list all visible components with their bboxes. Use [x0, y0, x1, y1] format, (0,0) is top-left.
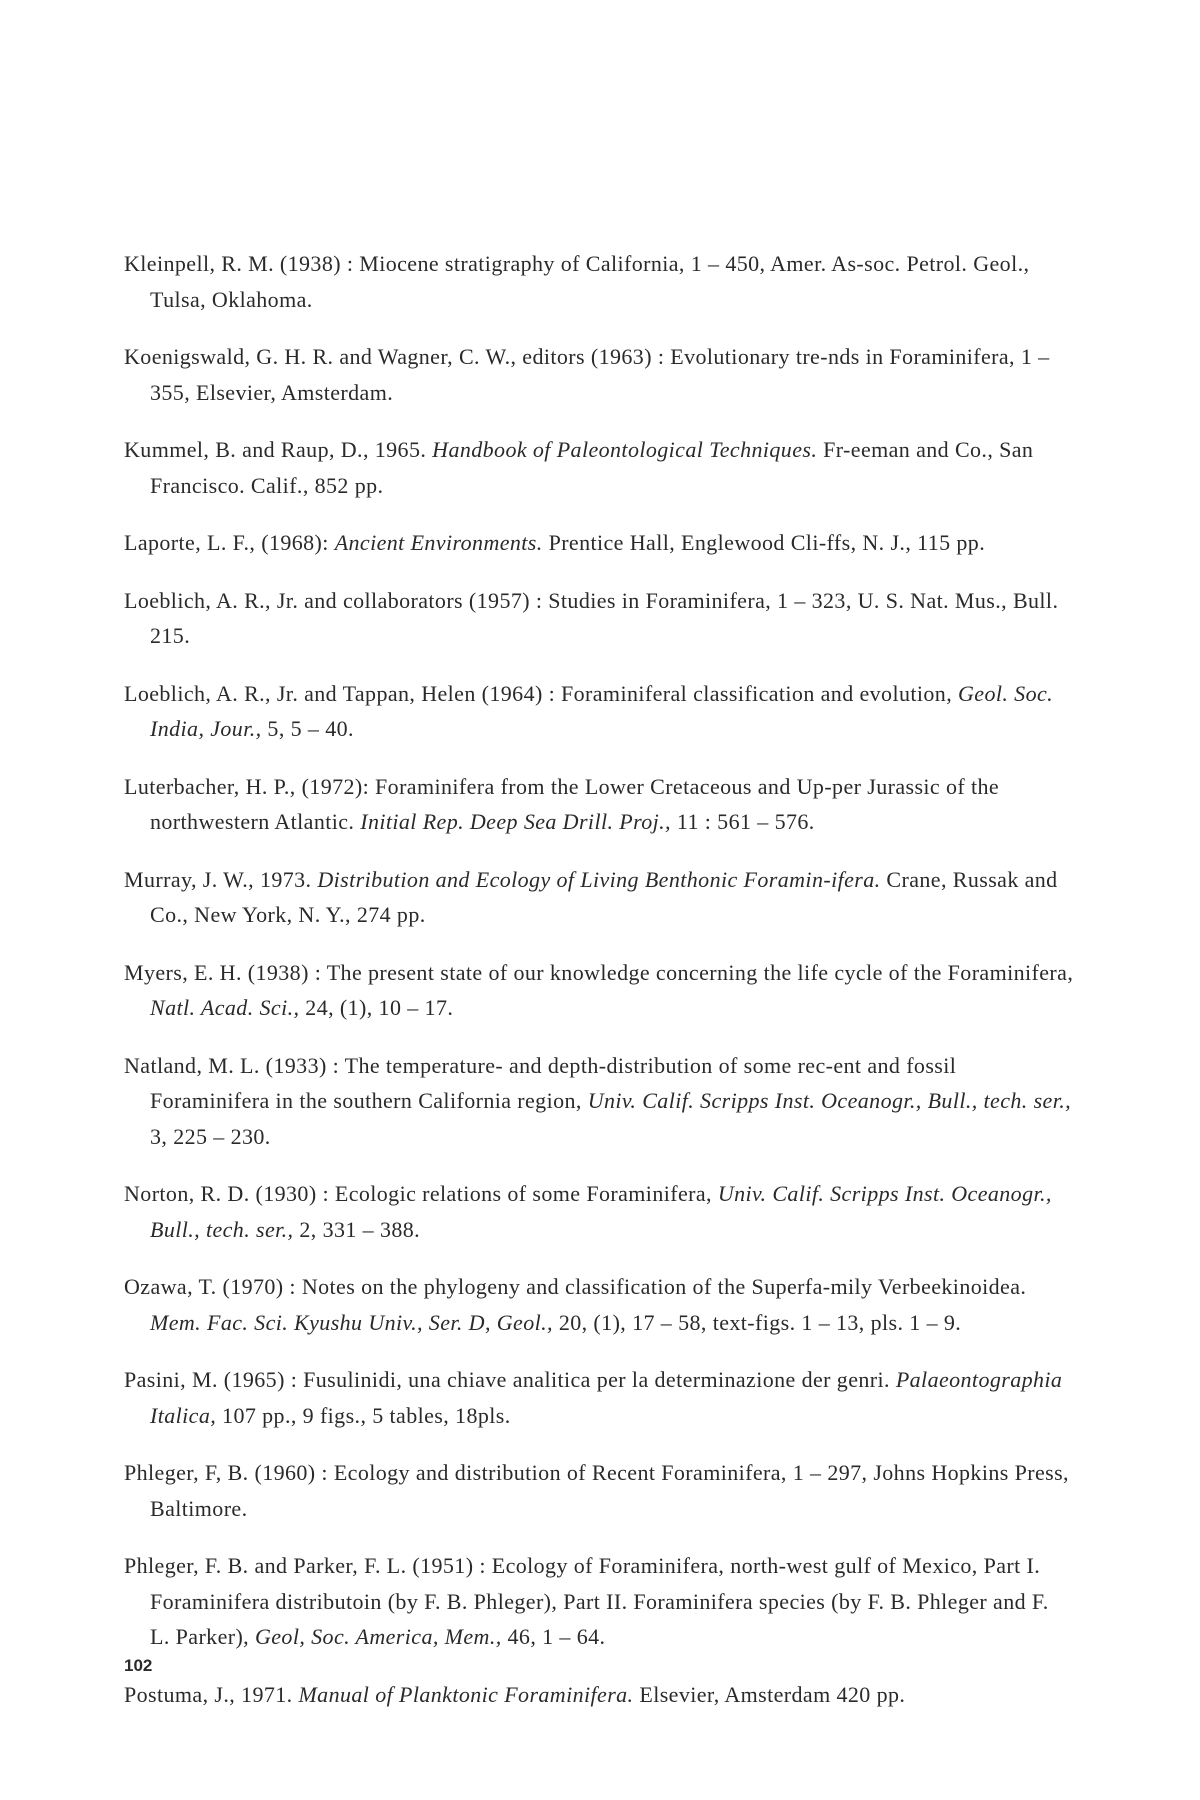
reference-entry: Pasini, M. (1965) : Fusulinidi, una chiave analitica per la determinazione der genri. Palaeontographia Italica, 107 pp., 9 figs., 5 tables, 18pls.	[124, 1367, 1063, 1428]
reference-entry: Natland, M. L. (1933) : The temperature- and depth-distribution of some rec-ent and fossil Foraminifera in the southern California region, Univ. Calif. Scripps Inst. Oceanogr., Bull., tech. ser., 3, 225 – 230.	[124, 1052, 1072, 1149]
page-number: 102	[124, 1656, 153, 1675]
reference-entry: Kleinpell, R. M. (1938) : Miocene stratigraphy of California, 1 – 450, Amer. As-soc. Petrol. Geol., Tulsa, Oklahoma.	[124, 251, 1030, 312]
reference-entry: Phleger, F, B. (1960) : Ecology and distribution of Recent Foraminifera, 1 – 297, Johns Hopkins Press, Baltimore.	[124, 1460, 1069, 1521]
reference-entry: Luterbacher, H. P., (1972): Foraminifera from the Lower Cretaceous and Up-per Jurassic of the northwestern Atlantic. Initial Rep. Deep Sea Drill. Proj., 11 : 561 – 576.	[124, 773, 1000, 834]
reference-entry: Ozawa, T. (1970) : Notes on the phylogeny and classification of the Superfa-mily Verbeekinoidea. Mem. Fac. Sci. Kyushu Univ., Ser. D, Geol., 20, (1), 17 – 58, text-figs. 1 – 13, pls. 1 – 9.	[124, 1274, 1027, 1335]
reference-entry: Myers, E. H. (1938) : The present state of our knowledge concerning the life cycle of the Foraminifera, Natl. Acad. Sci., 24, (1), 10 – 17.	[124, 959, 1074, 1020]
reference-entry: Koenigswald, G. H. R. and Wagner, C. W., editors (1963) : Evolutionary tre-nds in Foraminifera, 1 – 355, Elsevier, Amsterdam.	[124, 344, 1050, 405]
reference-entry: Loeblich, A. R., Jr. and collaborators (1957) : Studies in Foraminifera, 1 – 323, U. S. Nat. Mus., Bull. 215.	[124, 587, 1059, 648]
reference-entry: Murray, J. W., 1973. Distribution and Ecology of Living Benthonic Foramin-ifera. Crane, Russak and Co., New York, N. Y., 274 pp.	[124, 866, 1058, 927]
reference-entry: Laporte, L. F., (1968): Ancient Environments. Prentice Hall, Englewood Cli-ffs, N. J., 115 pp.	[124, 530, 986, 555]
reference-entry: Norton, R. D. (1930) : Ecologic relations of some Foraminifera, Univ. Calif. Scripps Inst. Oceanogr., Bull., tech. ser., 2, 331 – 388.	[124, 1181, 1052, 1242]
reference-entry: Postuma, J., 1971. Manual of Planktonic Foraminifera. Elsevier, Amsterdam 420 pp.	[124, 1681, 906, 1707]
reference-entry: Loeblich, A. R., Jr. and Tappan, Helen (1964) : Foraminiferal classification and evolution, Geol. Soc. India, Jour., 5, 5 – 40.	[124, 680, 1054, 741]
reference-entry: Kummel, B. and Raup, D., 1965. Handbook of Paleontological Techniques. Fr-eeman and Co., San Francisco. Calif., 852 pp.	[124, 437, 1034, 498]
reference-list	[124, 224, 1074, 1734]
reference-entry: Phleger, F. B. and Parker, F. L. (1951) : Ecology of Foraminifera, north-west gulf of Mexico, Part I. Foraminifera distributoin (by F. B. Phleger), Part II. Foraminifera species (by F. B. Phleger and F. L. Parker), Geol, Soc. America, Mem., 46, 1 – 64.	[124, 1553, 1049, 1649]
